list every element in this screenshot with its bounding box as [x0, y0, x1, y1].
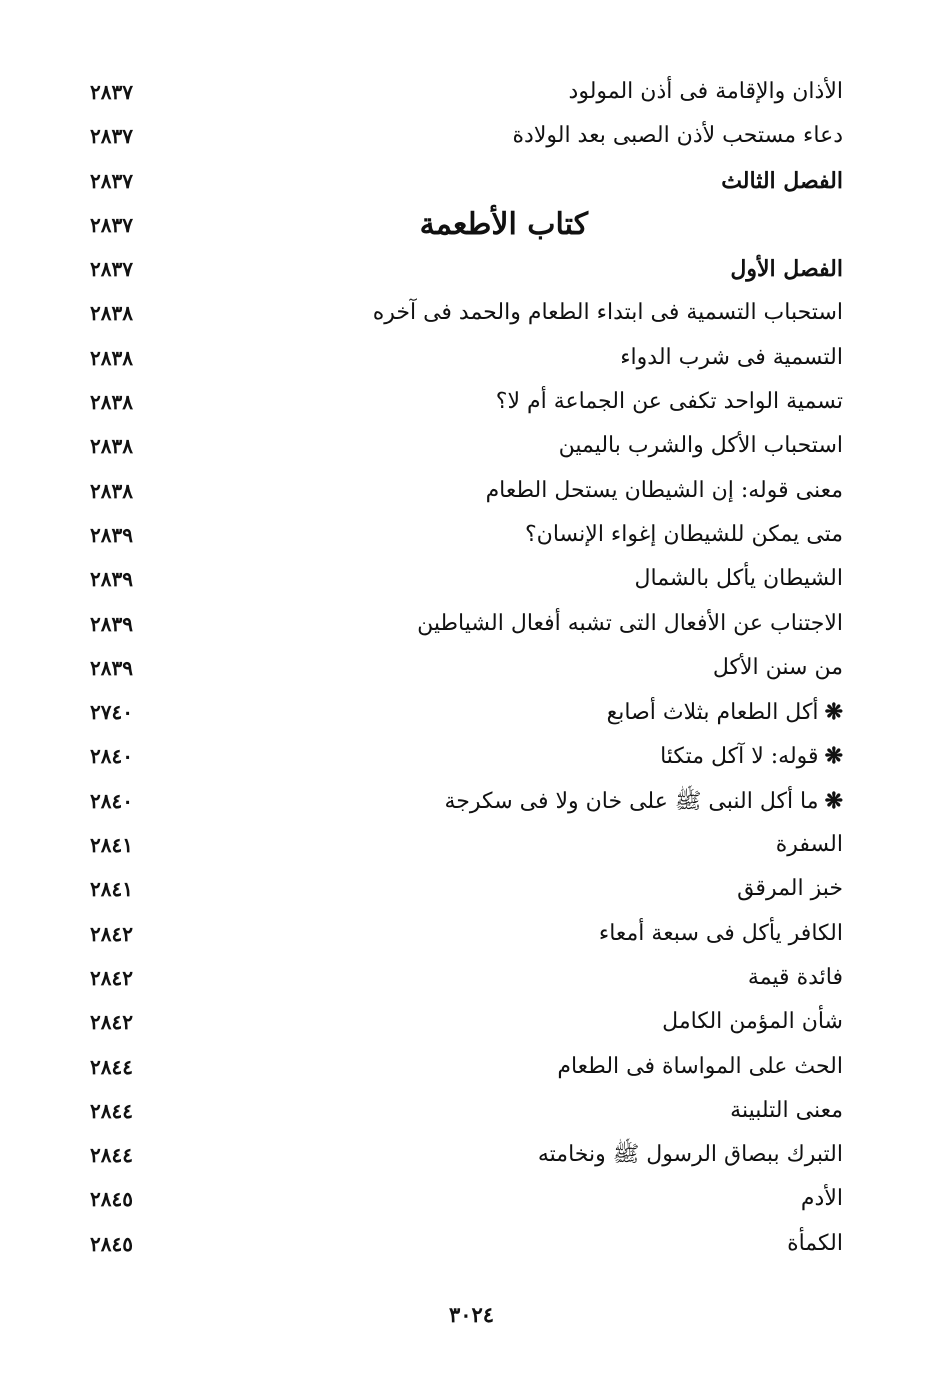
asterisk-bullet-icon: ❋: [824, 743, 843, 770]
toc-row: [0, 1177, 943, 1221]
toc-page-number: ٢٨٤١: [90, 877, 133, 902]
toc-row: [0, 336, 943, 380]
toc-book-row: [0, 203, 943, 247]
toc-row: [0, 602, 943, 646]
toc-page-number: ٢٧٤٠: [90, 700, 133, 725]
toc-page-number: ٢٨٤٤: [90, 1098, 133, 1123]
toc-section-row: [0, 247, 943, 291]
toc-entry-title: من سنن الأكل: [712, 654, 843, 680]
section-heading: الفصل الأول: [730, 256, 843, 283]
toc-page-number: ٢٨٤٤: [90, 1054, 133, 1079]
toc-page-number: ٢٨٤٥: [90, 1231, 133, 1256]
toc-page-number: ٢٨٣٨: [90, 478, 133, 503]
toc-entry-title: التبرك ببصاق الرسول ﷺ ونخامته: [537, 1142, 843, 1168]
toc-row: [0, 1000, 943, 1044]
toc-page-number: ٢٨٣٩: [90, 522, 133, 547]
toc-page-number: ٢٨٤٥: [90, 1187, 133, 1212]
toc-entry-title: السفرة: [775, 832, 843, 858]
toc-entry-title: الشيطان يأكل بالشمال: [634, 566, 843, 592]
asterisk-bullet-icon: ❋: [824, 787, 843, 814]
toc-row: [0, 646, 943, 690]
toc-entry-title: معنى قوله: إن الشيطان يستحل الطعام: [485, 477, 843, 503]
toc-entry-title: معنى التلبينة: [730, 1097, 843, 1123]
toc-row: [0, 291, 943, 335]
toc-page-number: ٢٨٣٧: [90, 80, 133, 104]
toc-entry-title: الأذان والإقامة فى أذن المولود: [568, 79, 843, 104]
toc-page-number: ٢٨٤٠: [90, 788, 133, 813]
toc-row: [0, 867, 943, 911]
toc-entry-title: الحث على المواساة فى الطعام: [557, 1053, 843, 1079]
toc-page-number: ٢٨٣٩: [90, 567, 133, 592]
toc-row: [0, 1089, 943, 1133]
toc-row: [0, 513, 943, 557]
toc-page-number: ٢٨٣٨: [90, 434, 133, 459]
toc-entry-title: ما أكل النبى ﷺ على خان ولا فى سكرجة: [444, 788, 819, 814]
toc-entry-title: قوله: لا آكل متكئا: [660, 744, 819, 770]
book-heading: كتاب الأطعمة: [419, 206, 588, 242]
toc-row: [0, 114, 943, 158]
toc-row: [0, 424, 943, 468]
toc-bullet-row: [0, 779, 943, 823]
footer-page-number: ٣٠٢٤: [448, 1302, 495, 1327]
toc-row: [0, 912, 943, 956]
toc-entry-title: دعاء مستحب لأذن الصبى بعد الولادة: [512, 123, 843, 149]
asterisk-bullet-icon: ❋: [824, 699, 843, 726]
section-heading: الفصل الثالث: [721, 167, 843, 194]
toc-page-number: ٢٨٤٢: [90, 1010, 133, 1035]
toc-entry-title: التسمية فى شرب الدواء: [620, 344, 843, 370]
table-of-contents: [0, 70, 943, 1266]
toc-entry-title: استحباب الأكل والشرب باليمين: [558, 433, 843, 459]
toc-bullet-row: [0, 690, 943, 734]
toc-page-number: ٢٨٣٧: [90, 257, 133, 282]
toc-bullet-row: [0, 734, 943, 778]
toc-entry-title: تسمية الواحد تكفى عن الجماعة أم لا؟: [495, 389, 843, 415]
toc-entry-title: خبز المرقق: [737, 876, 843, 902]
toc-section-row: [0, 159, 943, 203]
toc-row: [0, 1045, 943, 1089]
toc-entry-title: الكمأة: [787, 1230, 843, 1256]
toc-entry-title: الكافر يأكل فى سبعة أمعاء: [598, 920, 843, 946]
toc-entry-title: شأن المؤمن الكامل: [662, 1009, 843, 1035]
toc-bullet-entry: [660, 734, 843, 779]
toc-page-number: ٢٨٤١: [90, 833, 133, 858]
toc-page-number: ٢٨٣٧: [90, 168, 133, 193]
toc-entry-title: الأدم: [800, 1186, 843, 1212]
toc-page-number: ٢٨٣٨: [90, 390, 133, 415]
toc-row: [0, 1222, 943, 1266]
toc-page-number: ٢٨٣٧: [90, 124, 133, 149]
toc-bullet-entry: [607, 690, 843, 735]
toc-row: [0, 956, 943, 1000]
toc-page-number: ٢٨٣٨: [90, 301, 133, 326]
toc-entry-title: متى يمكن للشيطان إغواء الإنسان؟: [524, 521, 843, 547]
toc-entry-title: استحباب التسمية فى ابتداء الطعام والحمد فى آخره: [372, 300, 843, 326]
toc-entry-title: الاجتناب عن الأفعال التى تشبه أفعال الشياطين: [417, 610, 843, 636]
toc-row: [0, 823, 943, 867]
toc-page-number: ٢٨٤٢: [90, 965, 133, 990]
toc-row: [0, 469, 943, 513]
toc-row: [0, 70, 943, 114]
toc-entry-title: أكل الطعام بثلاث أصابع: [606, 700, 819, 726]
toc-page-number: ٢٨٣٩: [90, 655, 133, 680]
toc-page-number: ٢٨٤٢: [90, 921, 133, 946]
toc-row: [0, 380, 943, 424]
toc-page-number: ٢٨٣٧: [90, 212, 133, 237]
toc-page-number: ٢٨٤٠: [90, 744, 133, 769]
toc-bullet-entry: [445, 779, 843, 824]
toc-page-number: ٢٨٣٨: [90, 345, 133, 370]
toc-page-number: ٢٨٤٤: [90, 1143, 133, 1168]
toc-row: [0, 1133, 943, 1177]
toc-page-number: ٢٨٣٩: [90, 611, 133, 636]
toc-entry-title: فائدة قيمة: [747, 964, 843, 990]
toc-row: [0, 557, 943, 601]
